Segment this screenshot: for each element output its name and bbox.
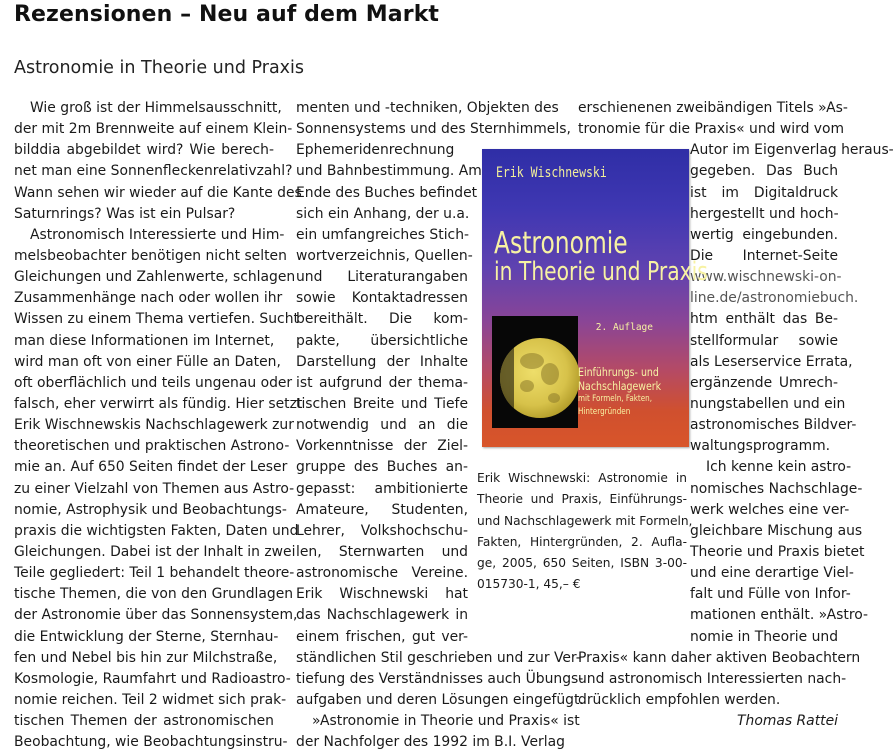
column-1-line: falsch, eher verwirrt als fündig. Hier setzt	[14, 395, 303, 412]
column-1-line: Gleichungen und Zahlenwerte, schlagen	[14, 269, 296, 286]
column-3-line: Theorie und Praxis bietet	[690, 543, 865, 560]
column-3-line: waltungsprogramm.	[690, 438, 831, 455]
book-cover-title-line1: Astronomie	[494, 226, 628, 261]
column-1-line: der Astronomie über das Sonnensystem,	[14, 607, 298, 624]
book-cover-title	[494, 226, 708, 287]
column-1-line: Kosmologie, Raumfahrt und Radioastro-	[14, 670, 291, 687]
column-2-line: Sonnensystems und des Sternhimmels,	[296, 121, 571, 138]
caption-line: 015730-1, 45,– €	[477, 577, 581, 592]
column-1-line: tische Themen, die von den Grundlagen	[14, 586, 294, 603]
book-cover-subtitle-line3: mit Formeln, Fakten,	[578, 394, 653, 404]
column-1-line: zu einer Vielzahl von Themen aus Astro-	[14, 480, 295, 497]
column-1-line: Wann sehen wir wieder auf die Kante des	[14, 184, 302, 201]
column-3-line: astronomisches Bildver-	[690, 417, 857, 434]
column-2-line: ein umfangreiches Stich-	[296, 226, 470, 243]
column-1-line: Wissen zu einem Thema vertiefen. Sucht	[14, 311, 299, 328]
column-1-line: praxis die wichtigsten Fakten, Daten und	[14, 522, 299, 539]
column-3-line: gegeben. Das Buch	[690, 163, 838, 180]
column-1-line: net man eine Sonnenfleckenrelativzahl?	[14, 163, 293, 180]
caption-line: Erik Wischnewski: Astronomie in	[477, 471, 687, 485]
column-2-line: Ephemeridenrechnung	[296, 142, 455, 159]
column-1-line: theoretischen und praktischen Astrono-	[14, 438, 290, 455]
column-2-line: und Bahnbestimmung. Am	[296, 163, 482, 180]
column-1-line: nomie, Astrophysik und Beobachtungs-	[14, 501, 287, 518]
caption-line: Theorie und Praxis, Einführungs-	[477, 492, 687, 507]
column-3-line: htm enthält das Be-	[690, 311, 838, 328]
column-1-line: der mit 2m Brennweite auf einem Klein-	[14, 121, 293, 138]
column-2-line: ständlichen Stil geschrieben und zur Ver-	[296, 649, 581, 666]
column-2-line: gepasst: ambitionierte	[296, 480, 468, 497]
column-3-line: ist im Digitaldruck	[690, 184, 838, 201]
book-cover-subtitle-line1: Einführungs- und	[578, 365, 659, 379]
caption-line: Fakten, Hintergründen, 2. Aufla-	[477, 534, 687, 549]
column-1-line: tischen Themen der astronomischen	[14, 713, 274, 730]
column-2-line: das Nachschlagewerk in	[296, 607, 468, 624]
column-1-line: Teile gegliedert: Teil 1 behandelt theore-	[14, 565, 295, 582]
column-3-line: stellformular sowie	[690, 332, 838, 349]
column-3-line: gleichbare Mischung aus	[690, 522, 863, 539]
column-2-line: Vorkenntnisse der Ziel-	[296, 438, 468, 455]
column-2-line: Amateure, Studenten,	[296, 501, 468, 518]
column-2-line: len, Sternwarten und	[296, 543, 468, 560]
column-2-line: Erik Wischnewski hat	[296, 586, 468, 603]
caption-line: ge, 2005, 650 Seiten, ISBN 3-00-	[477, 556, 687, 571]
column-2-line: bereithält. Die kom-	[296, 311, 468, 328]
column-2-line: tiefung des Verständnisses auch Übungs-	[296, 670, 584, 687]
column-1-line: Erik Wischnewskis Nachschlagewerk zur	[14, 417, 294, 434]
book-cover-edition: 2. Auflage	[595, 322, 653, 333]
column-3-line: Autor im Eigenverlag heraus-	[690, 142, 894, 159]
column-3-line: als Leserservice Errata,	[690, 353, 853, 370]
column-2-line: »Astronomie in Theorie und Praxis« ist	[312, 713, 580, 730]
column-3-line: www.wischnewski-on-	[690, 269, 842, 286]
column-3-line: Praxis« kann daher aktiven Beobachtern	[578, 649, 861, 666]
book-cover-subtitle-line2: Nachschlagewerk	[578, 379, 662, 393]
book-caption	[477, 468, 693, 596]
column-2-line: sich ein Anhang, der u.a.	[296, 205, 470, 222]
column-2-line: pakte, übersichtliche	[296, 332, 468, 349]
column-3-line: erschienenen zweibändigen Titels »As-	[578, 100, 848, 116]
column-2-line: tischen Breite und Tiefe	[296, 395, 468, 412]
column-1-line: man diese Informationen im Internet,	[14, 332, 275, 349]
moon-photo	[492, 316, 578, 428]
column-1-line: Saturnrings? Was ist ein Pulsar?	[14, 205, 236, 222]
column-3-line: nungstabellen und ein	[690, 395, 846, 412]
column-2-line: notwendig und an die	[296, 417, 468, 434]
faint-watermark	[612, 2, 732, 28]
column-1-line: bilddia abgebildet wird? Wie berech-	[14, 142, 274, 159]
column-2-line: menten und -techniken, Objekten des	[296, 100, 559, 116]
caption-line: und Nachschlagewerk mit Formeln,	[477, 513, 693, 528]
column-2-line: und Literaturangaben	[296, 269, 468, 286]
column-1-line: mie an. Auf 650 Seiten findet der Leser	[14, 459, 288, 476]
column-2-line: astronomische Vereine.	[296, 565, 468, 582]
author-signature: Thomas Rattei	[737, 713, 838, 730]
column-3-line: falt und Fülle von Infor-	[690, 586, 851, 603]
column-3-line: und eine derartige Viel-	[690, 565, 854, 582]
column-3-line: Ich kenne kein astro-	[706, 459, 852, 476]
column-1-line: Beobachtung, wie Beobachtungsinstru-	[14, 734, 288, 751]
column-3-line: hergestellt und hoch-	[690, 205, 839, 222]
book-cover-subtitle	[578, 365, 686, 419]
column-1-line: melsbeobachter benötigen nicht selten	[14, 247, 287, 264]
column-2-line: Ende des Buches befindet	[296, 184, 478, 201]
column-3-line: und astronomisch Interessierten nach-	[578, 670, 847, 687]
column-1-line: fen und Nebel bis hin zur Milchstraße,	[14, 649, 278, 666]
column-3-line: drücklich empfohlen werden.	[578, 691, 781, 708]
column-3-line: nomisches Nachschlage-	[690, 480, 863, 497]
column-2-line: Darstellung der Inhalte	[296, 353, 468, 370]
column-1-line: Wie groß ist der Himmelsausschnitt,	[30, 100, 282, 116]
column-3-line: werk welches eine ver-	[690, 501, 850, 518]
review-title: Astronomie in Theorie und Praxis	[14, 58, 305, 78]
column-1-line: Gleichungen. Dabei ist der Inhalt in zwei	[14, 543, 296, 560]
column-3-line: line.de/astronomiebuch.	[690, 290, 859, 307]
column-3-line: Die Internet-Seite	[690, 247, 838, 264]
column-3-line: wertig eingebunden.	[690, 226, 838, 243]
book-cover-image	[482, 149, 708, 447]
column-3-line: ergänzende Umrech-	[690, 374, 838, 391]
column-2-line: ist aufgrund der thema-	[296, 374, 468, 391]
column-1-line: wird man oft von einer Fülle an Daten,	[14, 353, 281, 370]
page-title: Rezensionen – Neu auf dem Markt	[14, 2, 440, 27]
column-2-line: aufgaben und deren Lösungen eingefügt.	[296, 691, 584, 708]
column-2-line: Lehrer, Volkshochschu-	[296, 522, 468, 539]
column-2-line: sowie Kontaktadressen	[296, 290, 468, 307]
moon-icon	[492, 316, 578, 428]
column-1-line: nomie reichen. Teil 2 widmet sich prak-	[14, 691, 287, 708]
book-cover-subtitle-line4: Hintergründen	[578, 407, 631, 417]
book-cover-author: Erik Wischnewski	[496, 163, 607, 181]
column-1-line: Astronomisch Interessierte und Him-	[30, 226, 285, 243]
column-1-line: oft oberflächlich und teils ungenau oder	[14, 374, 293, 391]
column-1	[14, 98, 303, 753]
column-3-line: nomie in Theorie und	[690, 628, 839, 645]
column-2-line: wortverzeichnis, Quellen-	[296, 247, 473, 264]
column-3-line: tronomie für die Praxis« und wird vom	[578, 121, 845, 138]
column-3-line: mationen enthält. »Astro-	[690, 607, 869, 624]
book-cover-title-line2: in Theorie und Praxis	[494, 257, 708, 287]
column-2-line: einem frischen, gut ver-	[296, 628, 468, 645]
column-1-line: die Entwicklung der Sterne, Sternhau-	[14, 628, 279, 645]
column-2-line: gruppe des Buches an-	[296, 459, 468, 476]
column-1-line: Zusammenhänge nach oder wollen ihr	[14, 290, 283, 307]
column-2-line: der Nachfolger des 1992 im B.I. Verlag	[296, 734, 565, 751]
